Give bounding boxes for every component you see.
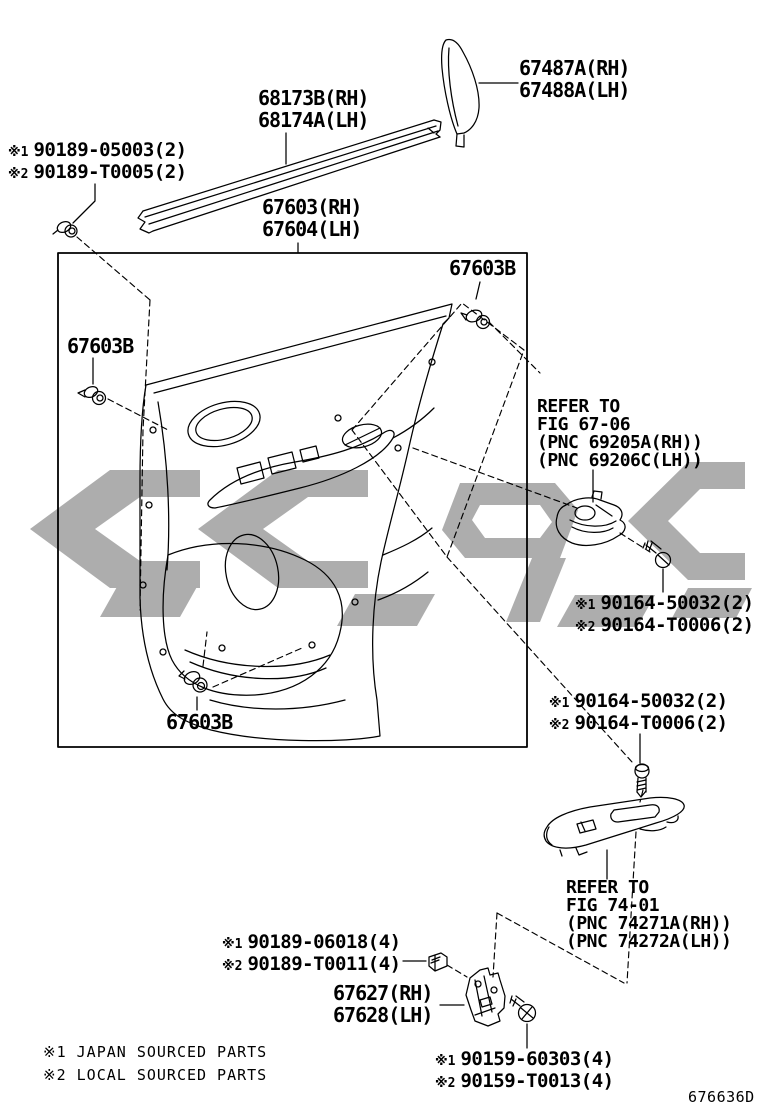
refer-line: (PNC 69206C(LH)) [537,450,703,471]
part-number: 67487A(RH) [519,56,630,80]
footnote-mark: ※2 [8,167,29,182]
refer-line: (PNC 74271A(RH)) [566,913,732,934]
bracket-screw-icon [510,996,536,1022]
footnote-mark: ※1 [222,937,243,952]
footnote-mark: ※1 [549,696,570,711]
callout-armrest-screw [549,690,728,734]
callout-trim-clip-top-right: 67603B [449,256,516,280]
callout-belt-molding [258,87,368,131]
refer-line: FIG 67-06 [537,414,631,435]
part-number: 67628(LH) [333,1003,433,1027]
mounting-bracket [466,968,505,1026]
part-number: 90189-T0005(2) [33,161,187,183]
callout-trim-clip-left: 67603B [67,334,134,358]
refer-line: FIG 74-01 [566,895,660,916]
refer-line: (PNC 74272A(LH)) [566,931,732,952]
refer-note-handle [537,398,702,470]
footnote-mark: ※2 [222,959,243,974]
part-number: 67603(RH) [262,195,362,219]
part-number: 90164-T0006(2) [574,712,728,734]
footnote-mark: ※1 [435,1054,456,1069]
footnote-japan-sourced: ※1 JAPAN SOURCED PARTS [43,1043,268,1061]
callout-trim-clip-bottom: 67603B [166,710,233,734]
part-number: 67627(RH) [333,981,433,1005]
footnote-mark: ※2 [435,1076,456,1091]
refer-line: REFER TO [566,877,649,898]
callout-handle-screw [575,592,754,636]
part-number: 90159-T0013(4) [460,1070,614,1092]
part-number: 67604(LH) [262,217,362,241]
part-number: 68173B(RH) [258,86,369,110]
footnote-mark: ※1 [575,598,596,613]
drawing-number: 676636D [688,1088,755,1106]
part-number: 90164-50032(2) [600,592,754,614]
quarter-window-trim [442,40,479,148]
bracket-clip-icon [429,953,447,971]
callout-quarter-trim [519,57,629,101]
part-number: 90189-05003(2) [33,139,187,161]
part-number: 68174A(LH) [258,108,369,132]
part-number: 90164-T0006(2) [600,614,754,636]
refer-line: REFER TO [537,396,620,417]
armrest-base [544,797,684,856]
callout-belt-clip [8,139,187,183]
footnote-mark: ※2 [575,620,596,635]
part-number: 67488A(LH) [519,78,630,102]
trim-clip-icon-bottom [179,669,207,692]
footnote-mark: ※1 [8,145,29,160]
trim-clip-icon-top-right [461,308,490,328]
part-number: 90189-T0011(4) [247,953,401,975]
callout-trim-board [262,196,361,240]
callout-bracket-clip [222,931,401,975]
part-number: 90159-60303(4) [460,1048,614,1070]
refer-line: (PNC 69205A(RH)) [537,432,703,453]
footnote-mark: ※2 [549,718,570,733]
refer-note-armrest [566,879,731,951]
trim-clip-icon-left [78,385,106,405]
callout-bracket-screw [435,1048,614,1092]
callout-bracket [333,982,432,1026]
part-number: 90189-06018(4) [247,931,401,953]
part-number: 90164-50032(2) [574,690,728,712]
footnote-local-sourced: ※2 LOCAL SOURCED PARTS [43,1066,268,1084]
